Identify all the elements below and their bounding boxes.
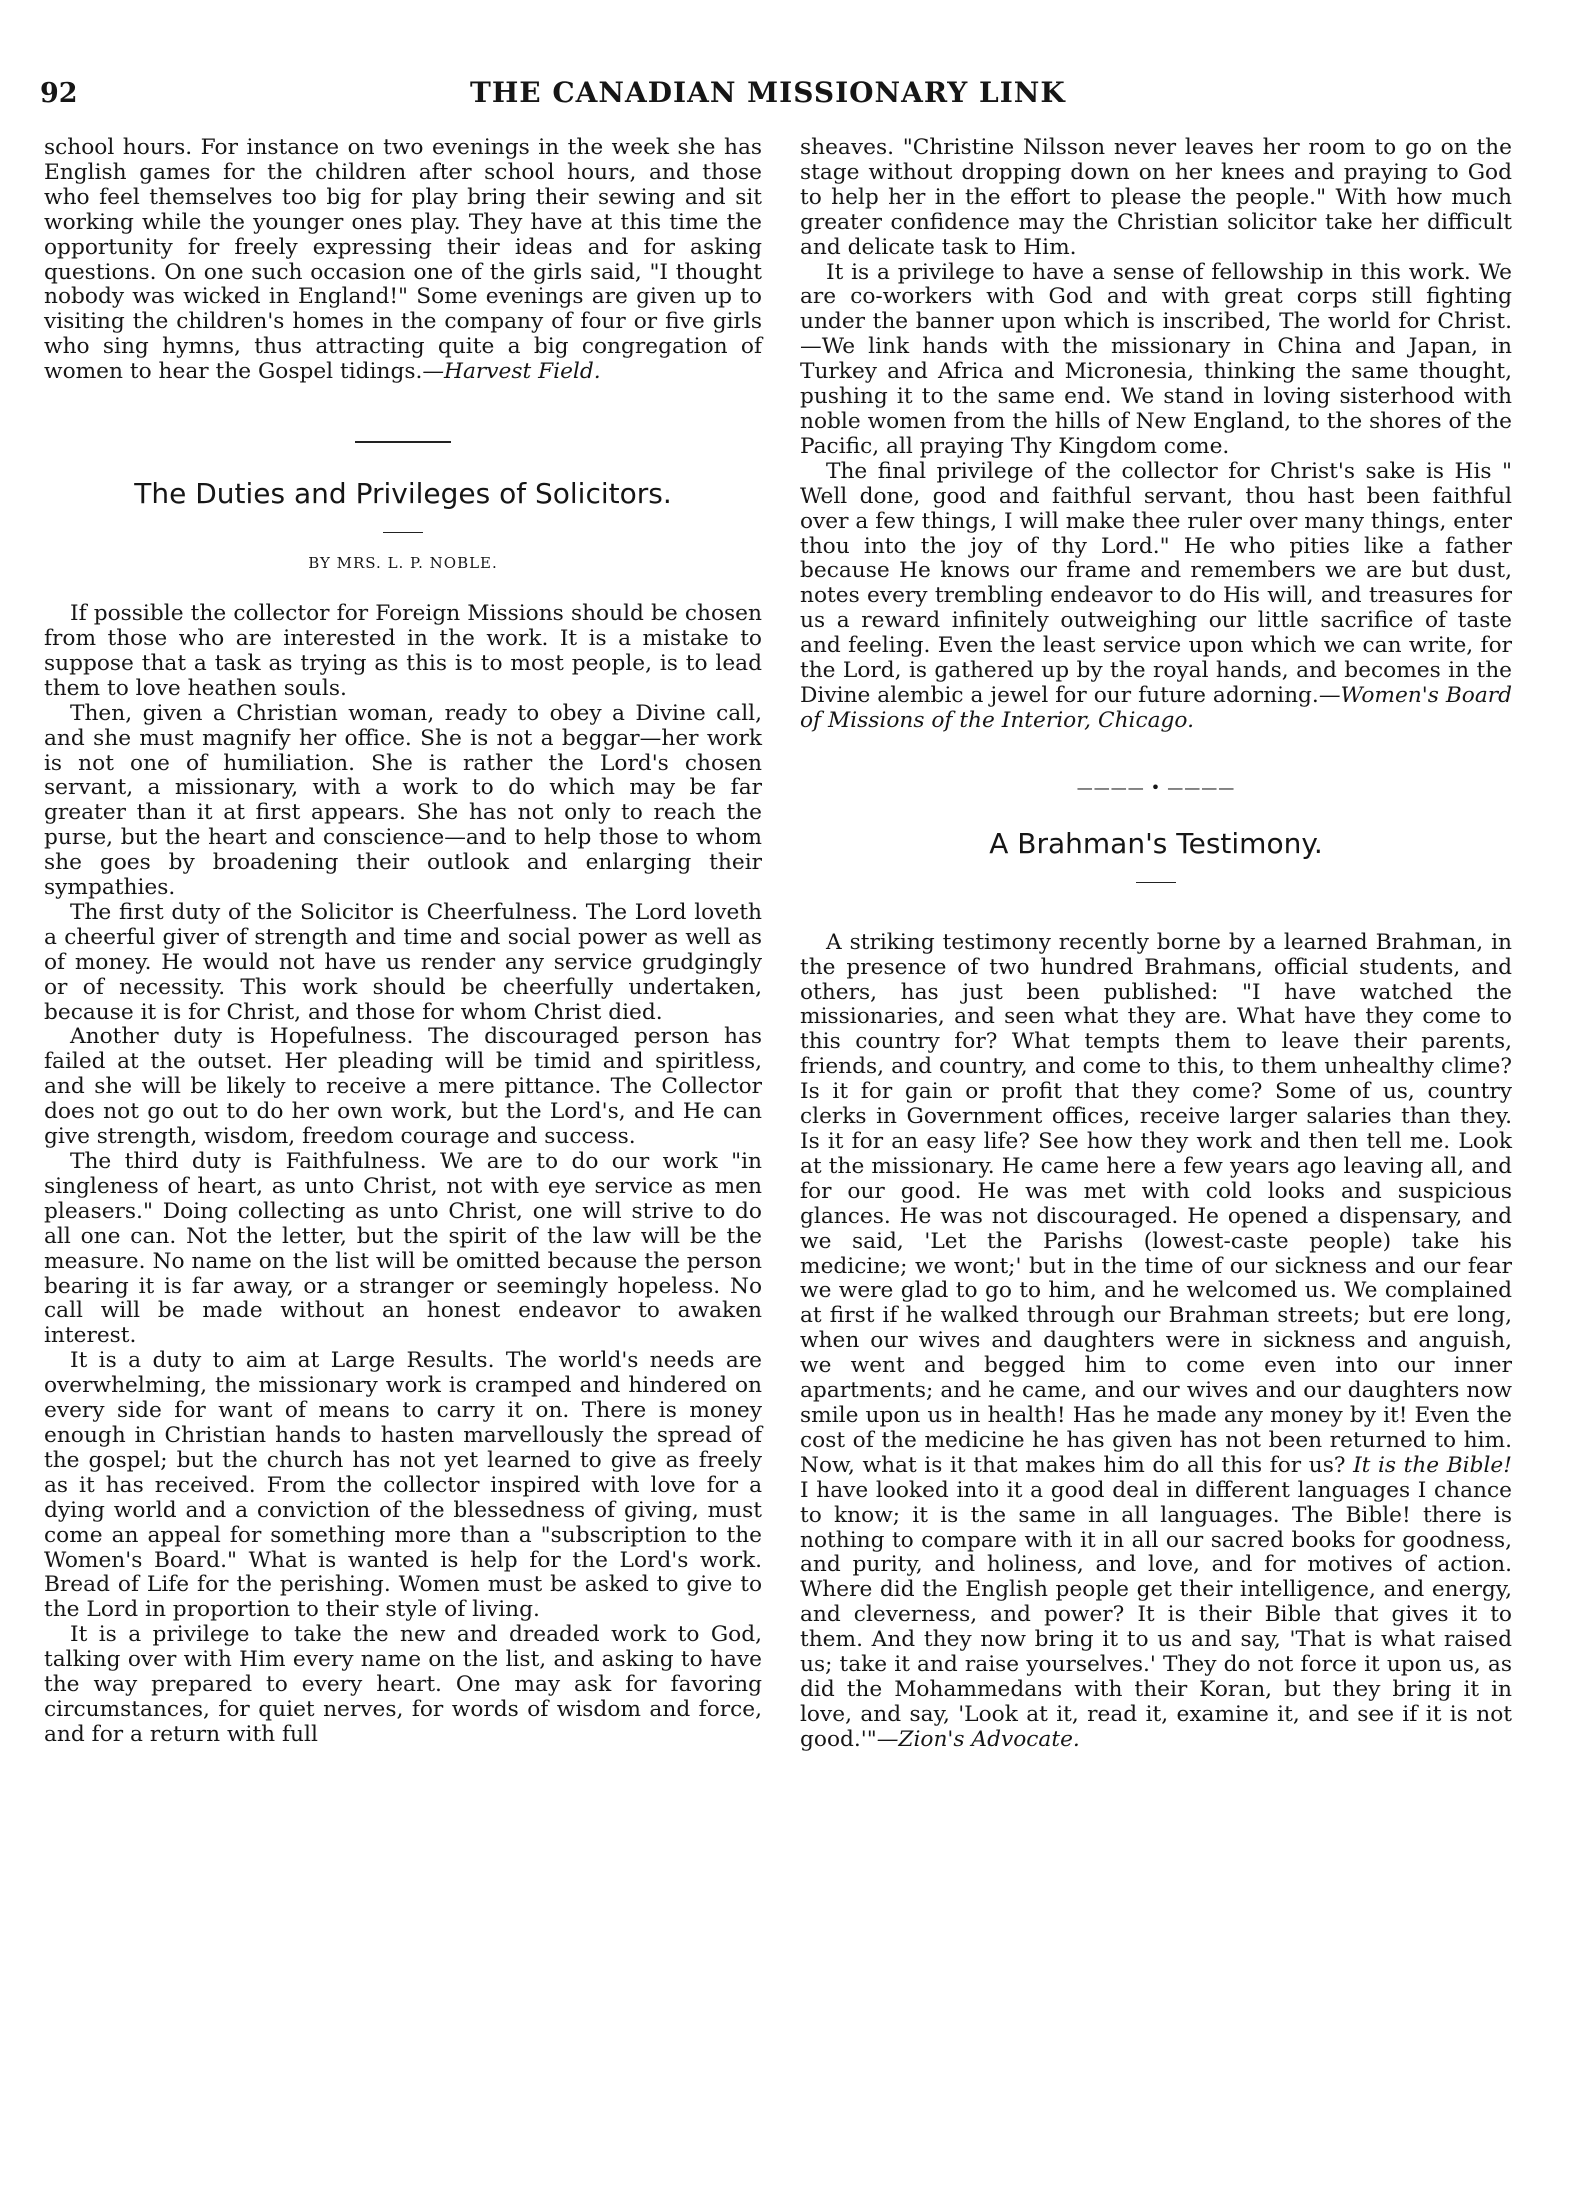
paragraph: The first duty of the Solicitor is Cheerfulness. The Lord loveth a cheerful giver of strength and time and social power as well as of money. He would not have us render any service grudgingly or of necessity. This work should be cheerfully undertaken, because it is for Christ, and those for whom Christ died. xyxy=(44,899,762,1025)
section-divider: ———— • ———— xyxy=(1076,777,1236,797)
paragraph: sheaves. "Christine Nilsson never leaves her room to go on the stage without dropping down on her knees and praying to God to help her in the effort to please the people." With how much greater confidence may the Christian solicitor take her difficult and delicate task to Him. xyxy=(800,135,1512,260)
paragraph xyxy=(800,460,1512,734)
title-underline xyxy=(383,532,423,533)
left-column xyxy=(44,136,762,1748)
paragraph-text: A striking testimony recently borne by a learned Brahman, in the presence of two hundred Brahmans, official students, and others, has just been published: "I have watched the missionaries, and seen what they are. What have they come to this country for? What tempts them to leave their parents, friends, and country, and come to this, to them unhealthy clime? Is it for gain or profit that they come? Some of us, country clerks in Government offices, receive larger salaries than they. Is it for an easy life? See how they work and then tell me. Look at the missionary. He came here a few years ago leaving all, and for our good. He was met with cold looks and suspicious glances. He was not discouraged. He opened a dispensary, and we said, 'Let the Parishs (lowest-caste people) take his medicine; we wont;' but in the time of our sickness and our fear we were glad to go to him, and he welcomed us. We complained at first if he walked through our Brahman streets; but ere long, when our wives and daughters were in sickness and anguish, we went and begged him to come even into our inner apartments; and he came, and our wives and our daughters now smile upon us in health! Has he made any money by it! Even the cost of the medicine he has given has not been returned to him. Now, what is it that makes him do all this for us? xyxy=(800,929,1512,1478)
article-source: —Women's Board of Missions of the Interior, Chicago. xyxy=(800,682,1513,733)
paragraph: If possible the collector for Foreign Missions should be chosen from those who are interested in the work. It is a mistake to suppose that a task as trying as this is to most people, is to lead them to love heathen souls. xyxy=(44,601,762,701)
article-title-brahman: A Brahman's Testimony. xyxy=(989,826,1323,860)
page-number: 92 xyxy=(40,78,78,109)
paragraph: It is a duty to aim at Large Results. The world's needs are overwhelming, the missionary work is cramped and hindered on every side for want of means to carry it on. There is money enough in Christian hands to hasten marvellously the spread of the gospel; but the church has not yet learned to give as freely as it has received. From the collector inspired with love for a dying world and a conviction of the blessedness of giving, must come an appeal for something more than a "subscription to the Women's Board." What is wanted is help for the Lord's work. Bread of Life for the perishing. Women must be asked to give to the Lord in proportion to their style of living. xyxy=(44,1348,762,1623)
article-source: —Zion's Advocate. xyxy=(876,1726,1080,1752)
paragraph: Another duty is Hopefulness. The discouraged person has failed at the outset. Her pleading will be timid and spiritless, and she will be likely to receive a mere pittance. The Collector does not go out to do her own work, but the Lord's, and He can give strength, wisdom, freedom courage and success. xyxy=(44,1024,762,1150)
article-body-solicitors xyxy=(44,602,762,1748)
paragraph: The third duty is Faithfulness. We are to do our work "in singleness of heart, as unto Christ, not with eye service as men pleasers." Doing collecting as unto Christ, one will strive to do all one can. Not the letter, but the spirit of the law will be the measure. No name on the list will be omitted because the person bearing it is far away, or a stranger or seemingly hopeless. No call will be made without an honest endeavor to awaken interest. xyxy=(44,1149,762,1349)
running-head: THE CANADIAN MISSIONARY LINK xyxy=(470,76,1066,109)
paragraph-text-end: I have looked into it a good deal in different languages I chance to know; it is the same in all languages. The Bible! there is nothing to compare with it in all our sacred books for goodness, and purity, and holiness, and love, and for motives of action. Where did the English people get their intelligence, and energy, and cleverness, and power? It is their Bible that gives it to them. And they now bring it to us and say, 'That is what raised us; take it and raise yourselves.' They do not force it upon us, as did the Mohammedans with their Koran, but they bring it in love, and say, 'Look at it, read it, examine it, and see if it is not good.'" xyxy=(800,1477,1512,1752)
byline: BY MRS. L. P. NOBLE. xyxy=(308,554,498,573)
section-divider xyxy=(355,441,451,443)
title-underline xyxy=(1136,882,1176,883)
paragraph: It is a privilege to take the new and dreaded work to God, talking over with Him every name on the list, and asking to have the way prepared to every heart. One may ask for favoring circumstances, for quiet nerves, for words of wisdom and force, and for a return with full xyxy=(44,1622,762,1747)
continued-text: school hours. For instance on two evenings in the week she has English games for the children after school hours, and those who feel themselves too big for play bring their sewing and sit working while the younger ones play. They have at this time the opportunity for freely expressing their ideas and for asking questions. On one such occasion one of the girls said, "I thought nobody was wicked in England!" Some evenings are given up to visiting the children's homes in the company of four or five girls who sing hymns, thus attracting quite a big congregation of women to hear the Gospel tidings. xyxy=(44,135,762,385)
paragraph-text: The final privilege of the collector for Christ's sake is His " Well done, good and faithful servant, thou hast been faithful over a few things, I will make thee ruler over many things, enter thou into the joy of thy Lord." He who pities like a father because He knows our frame and remembers we are but dust, notes every trembling endeavor to do His will, and treasures for us a reward infinitely outweighing our little sacrifice of taste and feeling. Even the least service upon which we can write, for the Lord, is gathered up by the royal hands, and becomes in the Divine alembic a jewel for our future adorning. xyxy=(800,458,1512,708)
paragraph xyxy=(800,931,1512,1753)
continued-source: —Harvest Field. xyxy=(422,359,601,385)
paragraph: It is a privilege to have a sense of fellowship in this work. We are co-workers with God and with great corps still fighting under the banner upon which is inscribed, The world for Christ.—We link hands with the missionary in China and Japan, in Turkey and Africa and Micronesia, thinking the same thought, pushing it to the same end. We stand in loving sisterhood with noble women from the hills of New England, to the shores of the Pacific, all praying Thy Kingdom come. xyxy=(800,259,1512,459)
right-column xyxy=(800,136,1512,1753)
paragraph: Then, given a Christian woman, ready to obey a Divine call, and she must magnify her office. She is not a beggar—her work is not one of humiliation. She is rather the Lord's chosen servant, a missionary, with a work to do which may be far greater than it at first appears. She has not only to reach the purse, but the heart and conscience—and to help those to whom she goes by broadening their outlook and enlarging their sympathies. xyxy=(44,700,762,901)
italic-emphasis: It is the Bible! xyxy=(1353,1452,1512,1478)
article-title-solicitors: The Duties and Privileges of Solicitors. xyxy=(134,477,672,511)
continued-paragraph xyxy=(44,136,762,385)
